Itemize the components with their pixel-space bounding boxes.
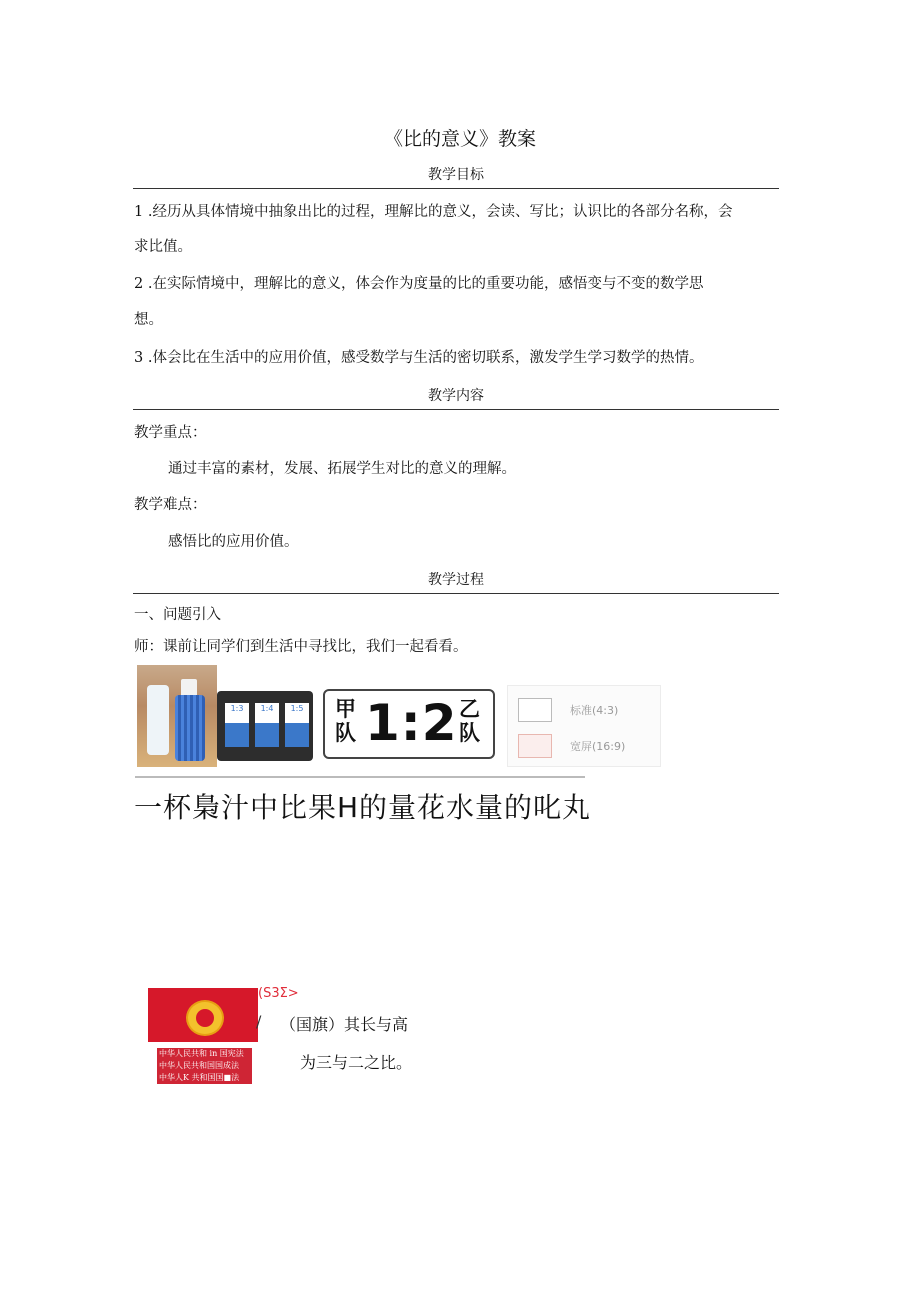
team-b-char: 队: [459, 721, 480, 745]
goal-1-line-2: 求比值。: [134, 239, 192, 255]
goal-text: .在实际情境中，理解比的意义，体会作为度量的比的重要功能，感悟变与不变的数学思: [143, 276, 704, 292]
team-a-char: 队: [335, 721, 356, 745]
section-heading-content: 教学内容: [133, 385, 779, 410]
intro-text: 师：课前让同学们到生活中寻找比，我们一起看看。: [134, 639, 468, 655]
team-a-char: 甲: [335, 697, 356, 721]
goal-number: 3: [134, 350, 144, 366]
document-title: 《比的意义》教案: [383, 128, 536, 150]
goal-number: 1: [134, 204, 144, 220]
goal-1-line-1: [134, 202, 732, 222]
aspect-option-widescreen: 宽屏(16:9): [570, 740, 626, 753]
section-heading-goals: 教学目标: [133, 164, 779, 189]
standard-screen-icon: [518, 698, 552, 722]
team-b-label: [459, 697, 480, 745]
cup-label: 1:3: [230, 704, 244, 713]
goal-text: .经历从具体情境中抽象出比的过程，理解比的意义，会读、写比；认识比的各部分名称，会: [143, 204, 733, 220]
national-flag-image: [148, 988, 258, 1042]
measuring-cup: [223, 701, 251, 749]
goal-2-line-2: 想。: [134, 312, 163, 328]
goal-number: 2: [134, 276, 144, 292]
measuring-cup: [283, 701, 311, 749]
national-emblem-icon: [186, 1000, 224, 1036]
constitution-seal-image: [157, 1048, 252, 1084]
cup-label: 1:4: [260, 704, 274, 713]
bottle-image: [147, 685, 169, 755]
figure-caption: 一杯梟汁中比果H的量花水量的叱丸: [134, 791, 592, 824]
score-ratio: 1:2: [365, 694, 458, 752]
aspect-ratio-options: [507, 685, 661, 767]
seal-line: 中华人K 共和国国■法: [159, 1073, 240, 1082]
section-heading-process: 教学过程: [133, 569, 779, 594]
measuring-cup: [253, 701, 281, 749]
goal-text: .体会比在生活中的应用价值，感受数学与生活的密切联系，激发学生学习数学的热情。: [143, 350, 704, 366]
aspect-option-standard: 标准(4:3): [570, 704, 619, 717]
figure-divider: [135, 776, 585, 778]
difficulty-text: 感悟比的应用价值。: [168, 534, 299, 550]
flag-text-line-2: 为三与二之比。: [300, 1053, 413, 1072]
flag-text-line-1: （国旗）其长与高: [280, 1015, 409, 1034]
key-point-label: 教学重点：: [134, 425, 207, 441]
ratio-examples-figure: [137, 665, 659, 769]
difficulty-label: 教学难点：: [134, 497, 207, 513]
slash-mark: /: [256, 1012, 262, 1031]
scoreboard: [323, 689, 495, 759]
red-code-text: (S3Σ>: [258, 986, 299, 1001]
team-b-char: 乙: [459, 697, 480, 721]
measuring-cups-panel: [217, 691, 313, 761]
goal-3-line-1: [134, 348, 703, 368]
team-a-label: [335, 697, 356, 745]
intro-heading: 一、问题引入: [134, 607, 221, 623]
widescreen-icon: [518, 734, 552, 758]
cup-label: 1:5: [290, 704, 304, 713]
seal-line: 中华人民共和国国成法: [159, 1061, 239, 1070]
key-point-text: 通过丰富的素材，发展、拓展学生对比的意义的理解。: [168, 461, 516, 477]
juice-bottles-photo: [137, 665, 217, 767]
juice-bottle-image: [175, 695, 205, 761]
goal-2-line-1: [134, 274, 703, 294]
seal-line: 中华人民共和 in 国宪法: [159, 1049, 244, 1058]
